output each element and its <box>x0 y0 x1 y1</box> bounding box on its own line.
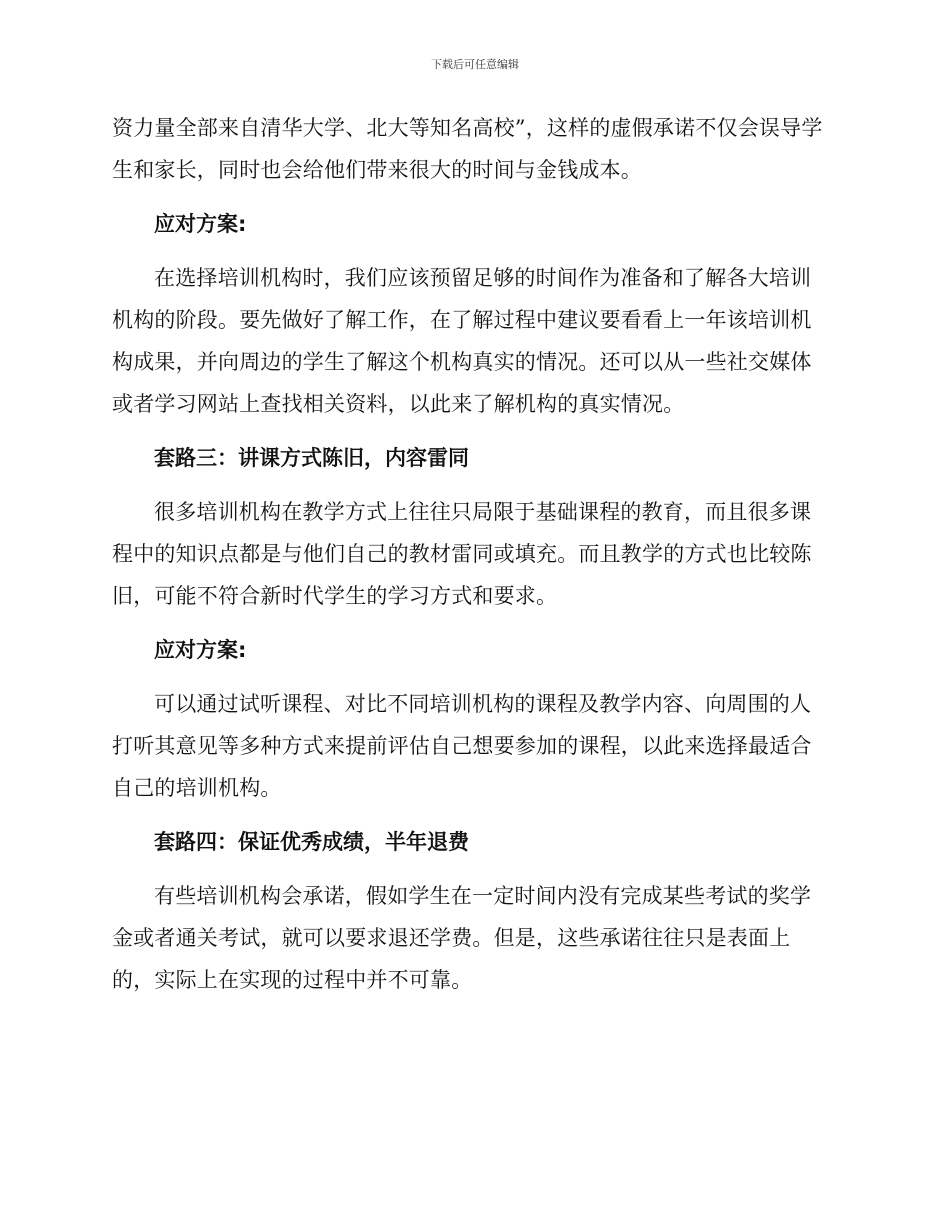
section-heading-trick-4: 套路四：保证优秀成绩，半年退费 <box>154 830 469 854</box>
document-body <box>112 107 832 1013</box>
paragraph-trick-3: 很多培训机构在教学方式上往往只局限于基础课程的教育，而且很多课程中的知识点都是与他们自己的教材雷同或填充。而且教学的方式也比较陈旧，可能不符合新时代学生的学习方式和要求。 <box>112 500 812 608</box>
section-heading-solution-2: 应对方案: <box>154 638 247 662</box>
paragraph-trick-4: 有些培训机构会承诺，假如学生在一定时间内没有完成某些考试的奖学金或者通关考试，就可以要求退还学费。但是，这些承诺往往只是表面上的，实际上在实现的过程中并不可靠。 <box>112 884 812 992</box>
section-heading-solution-1: 应对方案: <box>154 212 247 236</box>
paragraph-continued: 资力量全部来自清华大学、北大等知名高校”，这样的虚假承诺不仅会误导学生和家长，同时也会给他们带来很大的时间与金钱成本。 <box>112 116 823 182</box>
paragraph-solution-1: 在选择培训机构时，我们应该预留足够的时间作为准备和了解各大培训机构的阶段。要先做好了解工作，在了解过程中建议要看看上一年该培训机构成果，并向周边的学生了解这个机构真实的情况。还可以从一些社交媒体或者学习网站上查找相关资料，以此来了解机构的真实情况。 <box>112 266 812 416</box>
section-heading-trick-3: 套路三：讲课方式陈旧，内容雷同 <box>154 446 469 470</box>
paragraph-solution-2: 可以通过试听课程、对比不同培训机构的课程及教学内容、向周围的人打听其意见等多种方式来提前评估自己想要参加的课程，以此来选择最适合自己的培训机构。 <box>112 692 812 800</box>
page-header: 下载后可任意编辑 <box>431 58 519 71</box>
